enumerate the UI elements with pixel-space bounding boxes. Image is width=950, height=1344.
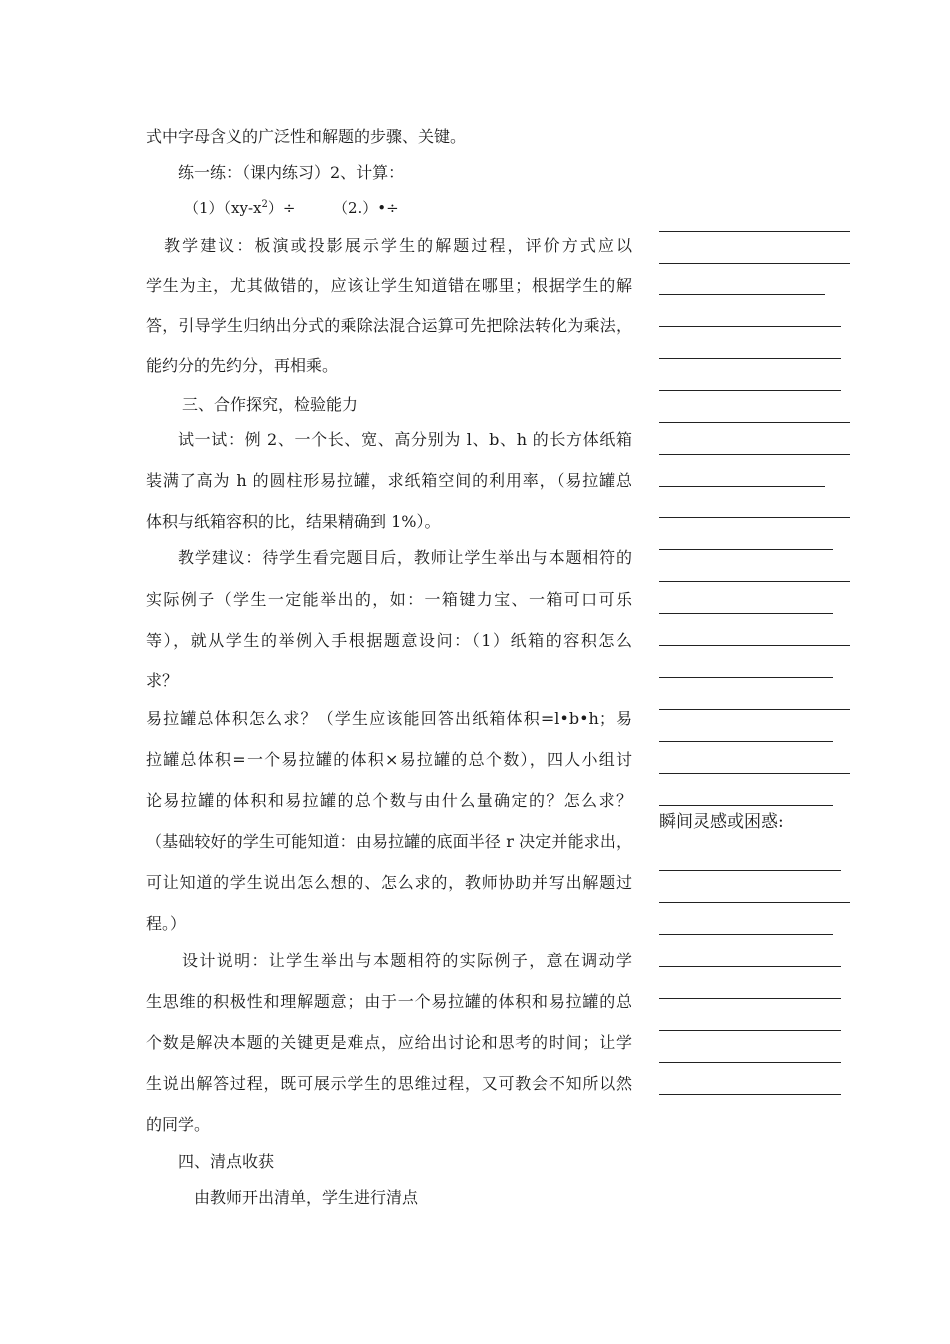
paragraph-line: 体积与纸箱容积的比，结果精确到 1%）。 <box>146 512 441 531</box>
paragraph-line: 设计说明：让学生举出与本题相符的实际例子，意在调动学 <box>182 951 632 970</box>
exercise-heading: 练一练：（课内练习）2、计算： <box>178 163 405 182</box>
paragraph-line: 生说出解答过程，既可展示学生的思维过程，又可教会不知所以然 <box>146 1074 632 1093</box>
paragraph-line: 生思维的积极性和理解题意；由于一个易拉罐的体积和易拉罐的总 <box>146 992 632 1011</box>
paragraph-line: 程。） <box>146 914 187 933</box>
note-blank-line[interactable] <box>659 581 850 582</box>
note-blank-line[interactable] <box>659 645 850 646</box>
note-blank-line[interactable] <box>659 902 850 903</box>
note-blank-line[interactable] <box>659 294 825 295</box>
exercise-expression <box>184 198 399 218</box>
paragraph-line: 由教师开出清单，学生进行清点 <box>194 1188 419 1207</box>
note-blank-line[interactable] <box>659 454 850 455</box>
note-blank-line[interactable] <box>659 709 850 710</box>
paragraph-line: 式中字母含义的广泛性和解题的步骤、关键。 <box>146 127 467 146</box>
inspiration-label: 瞬间灵感或困惑: <box>659 812 784 832</box>
paragraph-line: 试一试：例 2、一个长、宽、高分别为 l、b、h 的长方体纸箱 <box>178 430 632 449</box>
note-blank-line[interactable] <box>659 390 841 391</box>
section-heading: 三、合作探究，检验能力 <box>182 395 359 414</box>
paragraph-line: 易拉罐总体积怎么求？（学生应该能回答出纸箱体积=l•b•h；易 <box>146 709 632 728</box>
paragraph-line: 可让知道的学生说出怎么想的、怎么求的，教师协助并写出解题过 <box>146 873 632 892</box>
note-blank-line[interactable] <box>659 326 841 327</box>
note-blank-line[interactable] <box>659 613 833 614</box>
note-blank-line[interactable] <box>659 231 850 232</box>
paragraph-line: 能约分的先约分，再相乘。 <box>146 356 339 375</box>
note-blank-line[interactable] <box>659 773 850 774</box>
expression-part-2: ）÷ （2.）•÷ <box>267 199 399 217</box>
note-blank-line[interactable] <box>659 486 825 487</box>
paragraph-line: 答，引导学生归纳出分式的乘除法混合运算可先把除法转化为乘法， <box>146 316 632 335</box>
paragraph-line: 求？ <box>146 671 179 690</box>
section-heading: 四、清点收获 <box>178 1152 275 1171</box>
note-blank-line[interactable] <box>659 966 841 967</box>
exponent: 2 <box>261 199 268 210</box>
note-blank-line[interactable] <box>659 1094 841 1095</box>
paragraph-line: 装满了高为 h 的圆柱形易拉罐，求纸箱空间的利用率，（易拉罐总 <box>146 471 632 490</box>
paragraph-line: 教学建议：板演或投影展示学生的解题过程，评价方式应以 <box>146 236 632 255</box>
note-blank-line[interactable] <box>659 549 833 550</box>
note-blank-line[interactable] <box>659 934 833 935</box>
paragraph-line: 教学建议：待学生看完题目后，教师让学生举出与本题相符的 <box>178 548 632 567</box>
note-blank-line[interactable] <box>659 517 850 518</box>
note-blank-line[interactable] <box>659 805 833 806</box>
paragraph-line: 等），就从学生的举例入手根据题意设问：（1）纸箱的容积怎么 <box>146 631 632 650</box>
paragraph-line: 论易拉罐的体积和易拉罐的总个数与由什么量确定的？怎么求？ <box>146 791 632 810</box>
note-blank-line[interactable] <box>659 1062 841 1063</box>
note-blank-line[interactable] <box>659 741 833 742</box>
paragraph-line: 的同学。 <box>146 1115 211 1134</box>
note-blank-line[interactable] <box>659 998 841 999</box>
paragraph-line: （基础较好的学生可能知道：由易拉罐的底面半径 r 决定并能求出， <box>146 832 632 851</box>
paragraph-line: 个数是解决本题的关键更是难点，应给出讨论和思考的时间；让学 <box>146 1033 632 1052</box>
note-blank-line[interactable] <box>659 422 850 423</box>
paragraph-line: 实际例子（学生一定能举出的，如：一箱键力宝、一箱可口可乐 <box>146 590 632 609</box>
paragraph-line: 拉罐总体积=一个易拉罐的体积×易拉罐的总个数），四人小组讨 <box>146 750 632 769</box>
note-blank-line[interactable] <box>659 1030 841 1031</box>
note-blank-line[interactable] <box>659 263 850 264</box>
paragraph-line: 学生为主，尤其做错的，应该让学生知道错在哪里；根据学生的解 <box>146 276 632 295</box>
expression-part-1: （1）（xy-x <box>184 199 262 217</box>
note-blank-line[interactable] <box>659 358 841 359</box>
note-blank-line[interactable] <box>659 870 841 871</box>
note-blank-line[interactable] <box>659 677 833 678</box>
